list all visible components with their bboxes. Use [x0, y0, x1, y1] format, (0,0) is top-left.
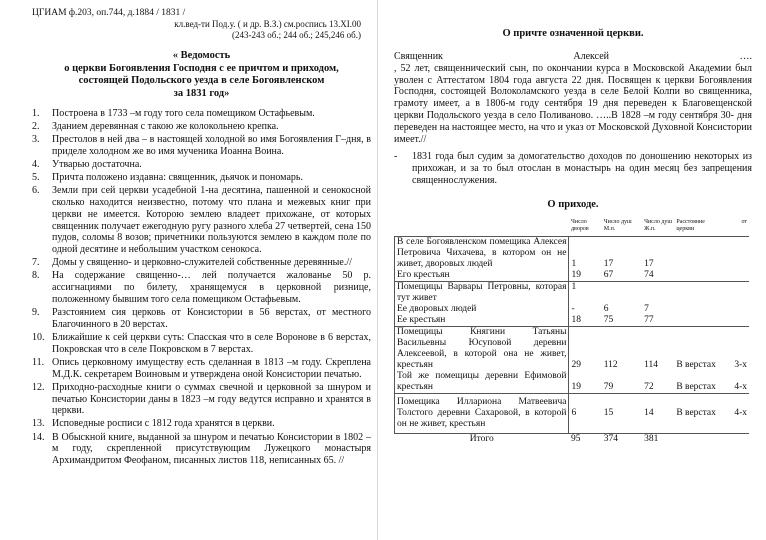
item-number: 7.	[32, 257, 40, 269]
row-males: 6	[603, 303, 609, 314]
row-households: 1	[569, 236, 602, 270]
row-distance-value	[719, 270, 749, 282]
list-item	[32, 332, 371, 356]
list-item	[32, 134, 371, 158]
row-females: 77	[642, 315, 674, 327]
row-households: 1	[569, 281, 602, 304]
list-item	[32, 432, 371, 467]
row-distance: В верстах	[674, 371, 718, 394]
row-description: Той же помещицы деревни Ефимовой крестьян	[395, 371, 569, 394]
table-header-row	[395, 218, 750, 237]
list-item	[32, 121, 371, 133]
title-line: о церкви Богоявления Господня с ее причтом и приходом,	[64, 62, 339, 74]
row-distance-value	[719, 236, 749, 270]
item-number: 11.	[32, 356, 45, 368]
row-households: 18	[569, 315, 602, 327]
left-page	[0, 0, 378, 540]
table-row	[395, 304, 750, 315]
header-distance: Расстояние церкви	[676, 218, 705, 232]
title-line: « Ведомость	[172, 50, 231, 61]
row-description: В селе Богоявленском помещика Алексея Петровича Чихачева, в котором он не живет, дворовых людей	[395, 236, 569, 270]
item-text: В Обыскной книге, выданной за шнуром и печатью Консистории в 1802 –м году, скрепленной присутствующим Лужецкого монастыря Архимандритом Феофаном, писанных листов 118, неписанных 65. //	[52, 431, 371, 467]
row-males: 75	[602, 315, 642, 327]
row-females	[642, 281, 674, 304]
header-households: Число дворов	[570, 218, 589, 232]
item-text: Причта положено издавна: священник, дьячок и пономарь.	[52, 172, 303, 184]
row-females: 114	[642, 326, 674, 371]
item-number: 4.	[32, 159, 40, 171]
item-text: Земли при сей церкви усадебной 1-на десятина, пашенной и сенокосной сколько находится неизвестно, потому что плана и межевых книг при церкви не имеется. Которою землею владеет прихожане, от которых священник получает ежегодную ругу разного хлеба 27 четвертей, сена 150 пудов, соломы 8 возов; причетники пользуются землею в каждом поле по одной десятине и небольшим участком сенокоса.	[52, 185, 371, 256]
total-males: 374	[603, 433, 618, 444]
row-distance	[674, 304, 718, 315]
row-males: 15	[602, 393, 642, 433]
table-row	[395, 270, 750, 282]
item-text: Утварью достаточна.	[52, 159, 142, 171]
item-number: 14.	[32, 431, 45, 443]
item-text: Ближайшие к сей церкви суть: Спасская что в селе Воронове в 6 верстах, Покровская что в селе Покровском в 7 верстах.	[52, 332, 371, 355]
row-females: 17	[642, 236, 674, 270]
right-page	[378, 0, 766, 540]
row-distance	[674, 270, 718, 282]
item-text: Зданием деревянная с такою же колокольнею крепка.	[52, 121, 279, 133]
list-item	[32, 172, 371, 184]
total-blank	[674, 433, 718, 445]
statement-title	[32, 50, 371, 100]
table-row	[395, 326, 750, 371]
item-text: Престолов в ней два – в настоящей холодной во имя Богоявления Г–дня, в приделе холодном же во имя мученика Иоанна Воина.	[52, 134, 371, 157]
row-description: Помещицы Варвары Петровны, которая тут живет	[395, 281, 569, 304]
priest-paragraph	[394, 51, 752, 145]
row-distance	[674, 281, 718, 304]
table-row	[395, 315, 750, 327]
item-text: Исповедные росписи с 1812 года хранятся в церкви.	[52, 418, 275, 430]
row-distance: В верстах	[674, 326, 718, 371]
trial-note	[394, 151, 752, 186]
table-row	[395, 371, 750, 394]
row-households: 6	[569, 393, 602, 433]
row-description: Ее дворовых людей	[395, 304, 569, 315]
item-number: 3.	[32, 134, 40, 146]
item-text: Домы у священно- и церковно-служителей собственные деревянные.//	[52, 257, 352, 269]
priest-name: Алексей	[573, 51, 610, 62]
table-row	[395, 236, 750, 270]
table-row	[395, 281, 750, 304]
item-number: 6.	[32, 185, 40, 197]
row-males: 67	[602, 270, 642, 282]
statement-items	[32, 108, 371, 467]
item-number: 5.	[32, 172, 40, 184]
row-females: 14	[642, 393, 674, 433]
total-label: Итого	[469, 433, 494, 444]
archive-reference: ЦГИАМ ф.203, оп.744, д.1884 / 1831 /	[32, 8, 186, 18]
row-distance	[674, 315, 718, 327]
priest-role: Священник	[394, 51, 443, 62]
item-number: 9.	[32, 307, 40, 319]
row-description: Помещицы Княгини Татьяны Васильевны Юсуповой деревни Алексеевой, в которой она не живет, крестьян	[395, 326, 569, 371]
list-item	[32, 270, 371, 305]
row-households: 19	[569, 270, 602, 282]
list-item	[32, 307, 371, 331]
item-text: Построена в 1733 –м году того села помещиком Остафьевым.	[52, 108, 315, 119]
note-text: 1831 года был судим за домогательство доходов по доношению некоторых из прихожан, и за то был отослан в монастырь на один месяц без запрещения священнослужения.	[412, 151, 752, 186]
header-from: от	[741, 218, 747, 225]
priest-text: , 52 лет, священнический сын, по окончании курса в Московской Академии был уволен с Аттестатом 1804 года августа 22 дня. Посвящен к церкви Богоявления Господня, состоящей Волоколамского уезда в селе Белой Колпи во священника, грамоту имеет, а в 1806-м году сентября 19 дня переведен к Благовещенской церкви Подольского уезда в село Поливаново. …..В 1828 –м году сентября 30- дня переведен на настоящее место, на что и указ от Московской Духовной Консистории имеет.//	[394, 62, 752, 145]
header-males: Число душ М.п.	[603, 218, 632, 232]
row-households: 29	[569, 326, 602, 371]
item-number: 8.	[32, 270, 40, 282]
title-line: состоящей Подольского уезда в селе Богоявленском	[78, 75, 325, 86]
row-distance-value: 3-х	[719, 326, 749, 371]
row-distance-value	[719, 315, 749, 327]
header-blank	[395, 218, 569, 237]
clergy-title: О причте означенной церкви.	[502, 28, 644, 39]
row-description: Его крестьян	[395, 270, 569, 282]
row-males: 17	[602, 236, 642, 270]
row-males: 79	[602, 371, 642, 394]
row-distance-value	[719, 281, 749, 304]
total-row	[395, 433, 750, 445]
row-distance-value	[719, 304, 749, 315]
item-text: Приходно-расходные книги о суммах свечной и церковной за шнуром и печатью Консистории даны в 1823 –м году ведутся исправно и хранятся в церкви.	[52, 381, 371, 417]
item-number: 12.	[32, 381, 45, 393]
parish-title: О приходе.	[547, 198, 599, 210]
item-number: 1.	[32, 108, 40, 119]
row-distance-value: 4-х	[719, 371, 749, 394]
total-blank	[719, 433, 749, 445]
row-households: 19	[569, 371, 602, 394]
row-distance: В верстах	[674, 393, 718, 433]
list-item	[32, 159, 371, 171]
row-females: 72	[642, 371, 674, 394]
row-households: -	[571, 303, 575, 314]
item-number: 13.	[32, 418, 45, 430]
header-females: Число душ Ж.п.	[644, 218, 673, 232]
note-dash: -	[394, 151, 398, 163]
total-females: 381	[644, 433, 659, 444]
row-distance	[674, 236, 718, 270]
reference-line-2: (243-243 об.; 244 об.; 245,246 об.)	[232, 29, 361, 40]
title-line: за 1831 год»	[173, 87, 230, 99]
item-text: Разстоянием сия церковь от Консистории в 56 верстах, от местного Благочинного в 20 верстах.	[52, 307, 371, 330]
row-females: 7	[644, 303, 649, 314]
list-item	[32, 357, 371, 381]
list-item	[32, 257, 371, 269]
row-males: 112	[602, 326, 642, 371]
priest-dots: ….	[739, 51, 752, 62]
priest-line	[394, 51, 752, 63]
parish-table	[394, 218, 749, 445]
list-item	[32, 418, 371, 430]
item-text: Опись церковному имуществу есть сделанная в 1813 –м году. Скреплена М.Д.К. секретарем Воиновым и утверждена оной Консистории печатью.	[52, 356, 371, 380]
row-description: Помещика Иллариона Матвеевича Толстого деревни Сахаровой, в которой он не живет, крестьян	[395, 393, 569, 433]
reference-line-1: кл.вед-ти Под.у. ( и др. В.З.) см.роспись 13.XI.00	[174, 19, 361, 29]
item-text: На содержание священно-… лей получается жалованье 50 р. ассигнациями по билету, хранящемуся в церковной ризнице, положенному бывшим того села помещиком Остафьевым.	[52, 270, 371, 306]
list-item	[32, 185, 371, 256]
item-number: 10.	[32, 332, 45, 344]
list-item	[32, 108, 371, 120]
row-females: 74	[642, 270, 674, 282]
total-households: 95	[570, 433, 581, 444]
table-row	[395, 393, 750, 433]
row-distance-value: 4-х	[719, 393, 749, 433]
item-number: 2.	[32, 121, 40, 133]
row-males	[602, 281, 642, 304]
list-item	[32, 382, 371, 417]
row-description: Ее крестьян	[395, 315, 569, 327]
